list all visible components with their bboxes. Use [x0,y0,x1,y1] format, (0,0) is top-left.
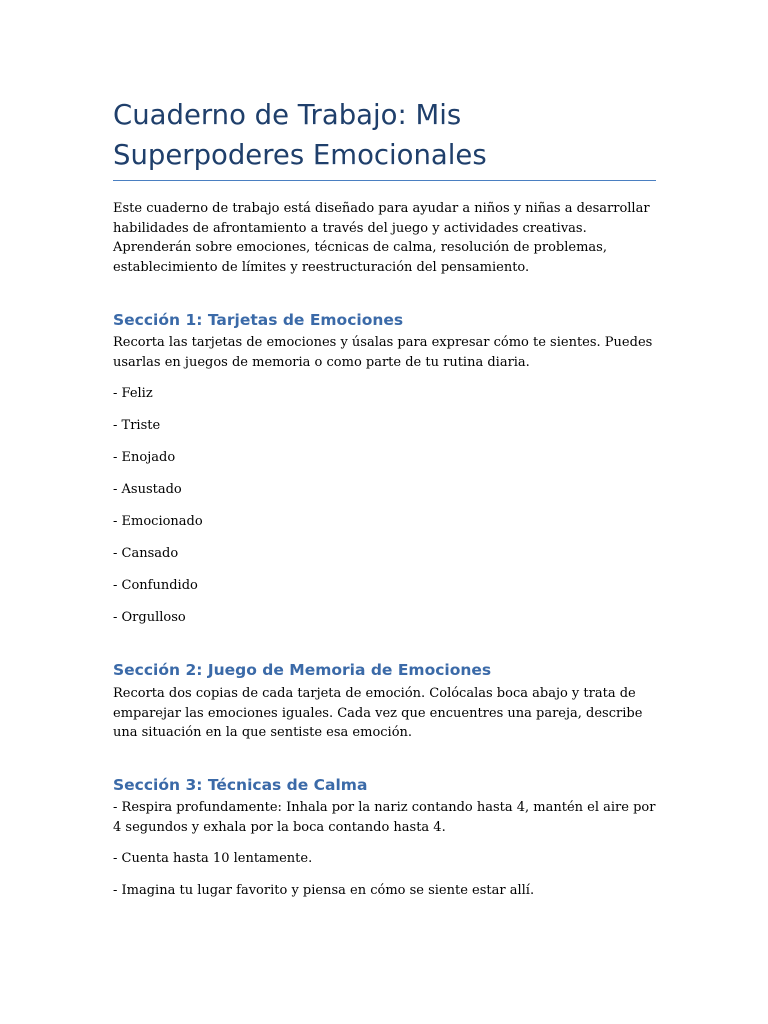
list-item: - Imagina tu lugar favorito y piensa en cómo se siente estar allí. [113,883,535,898]
title-underline-rule [113,180,656,181]
section-1-heading: Sección 1: Tarjetas de Emociones [113,311,404,329]
intro-paragraph: Este cuaderno de trabajo está diseñado para ayudar a niños y niñas a desarrollar habilidades de afrontamiento a través del juego y actividades creativas. Aprenderán sobre emociones, técnicas de calma, resolución de problemas, establecimiento de límites y reestructuración del pensamiento. [113,201,650,275]
section-3-heading: Sección 3: Técnicas de Calma [113,776,368,794]
list-item: - Confundido [113,578,198,593]
section-1-body: Recorta las tarjetas de emociones y úsalas para expresar cómo te sientes. Puedes usarlas en juegos de memoria o como parte de tu rutina diaria. [113,335,653,370]
list-item: - Respira profundamente: Inhala por la nariz contando hasta 4, mantén el aire por 4 segundos y exhala por la boca contando hasta 4. [113,800,656,835]
list-item: - Enojado [113,450,176,465]
section-2-body: Recorta dos copias de cada tarjeta de emoción. Colócalas boca abajo y trata de emparejar las emociones iguales. Cada vez que encuentres una pareja, describe una situación en la que sentiste esa emoción. [113,686,643,740]
list-item: - Emocionado [113,514,203,529]
list-item: - Triste [113,418,161,433]
document-title: Cuaderno de Trabajo: Mis Superpoderes Emocionales [113,99,487,171]
list-item: - Cuenta hasta 10 lentamente. [113,851,313,866]
list-item: - Orgulloso [113,610,186,625]
list-item: - Cansado [113,546,179,561]
list-item: - Asustado [113,482,182,497]
section-2-heading: Sección 2: Juego de Memoria de Emociones [113,661,492,679]
list-item: - Feliz [113,386,153,401]
